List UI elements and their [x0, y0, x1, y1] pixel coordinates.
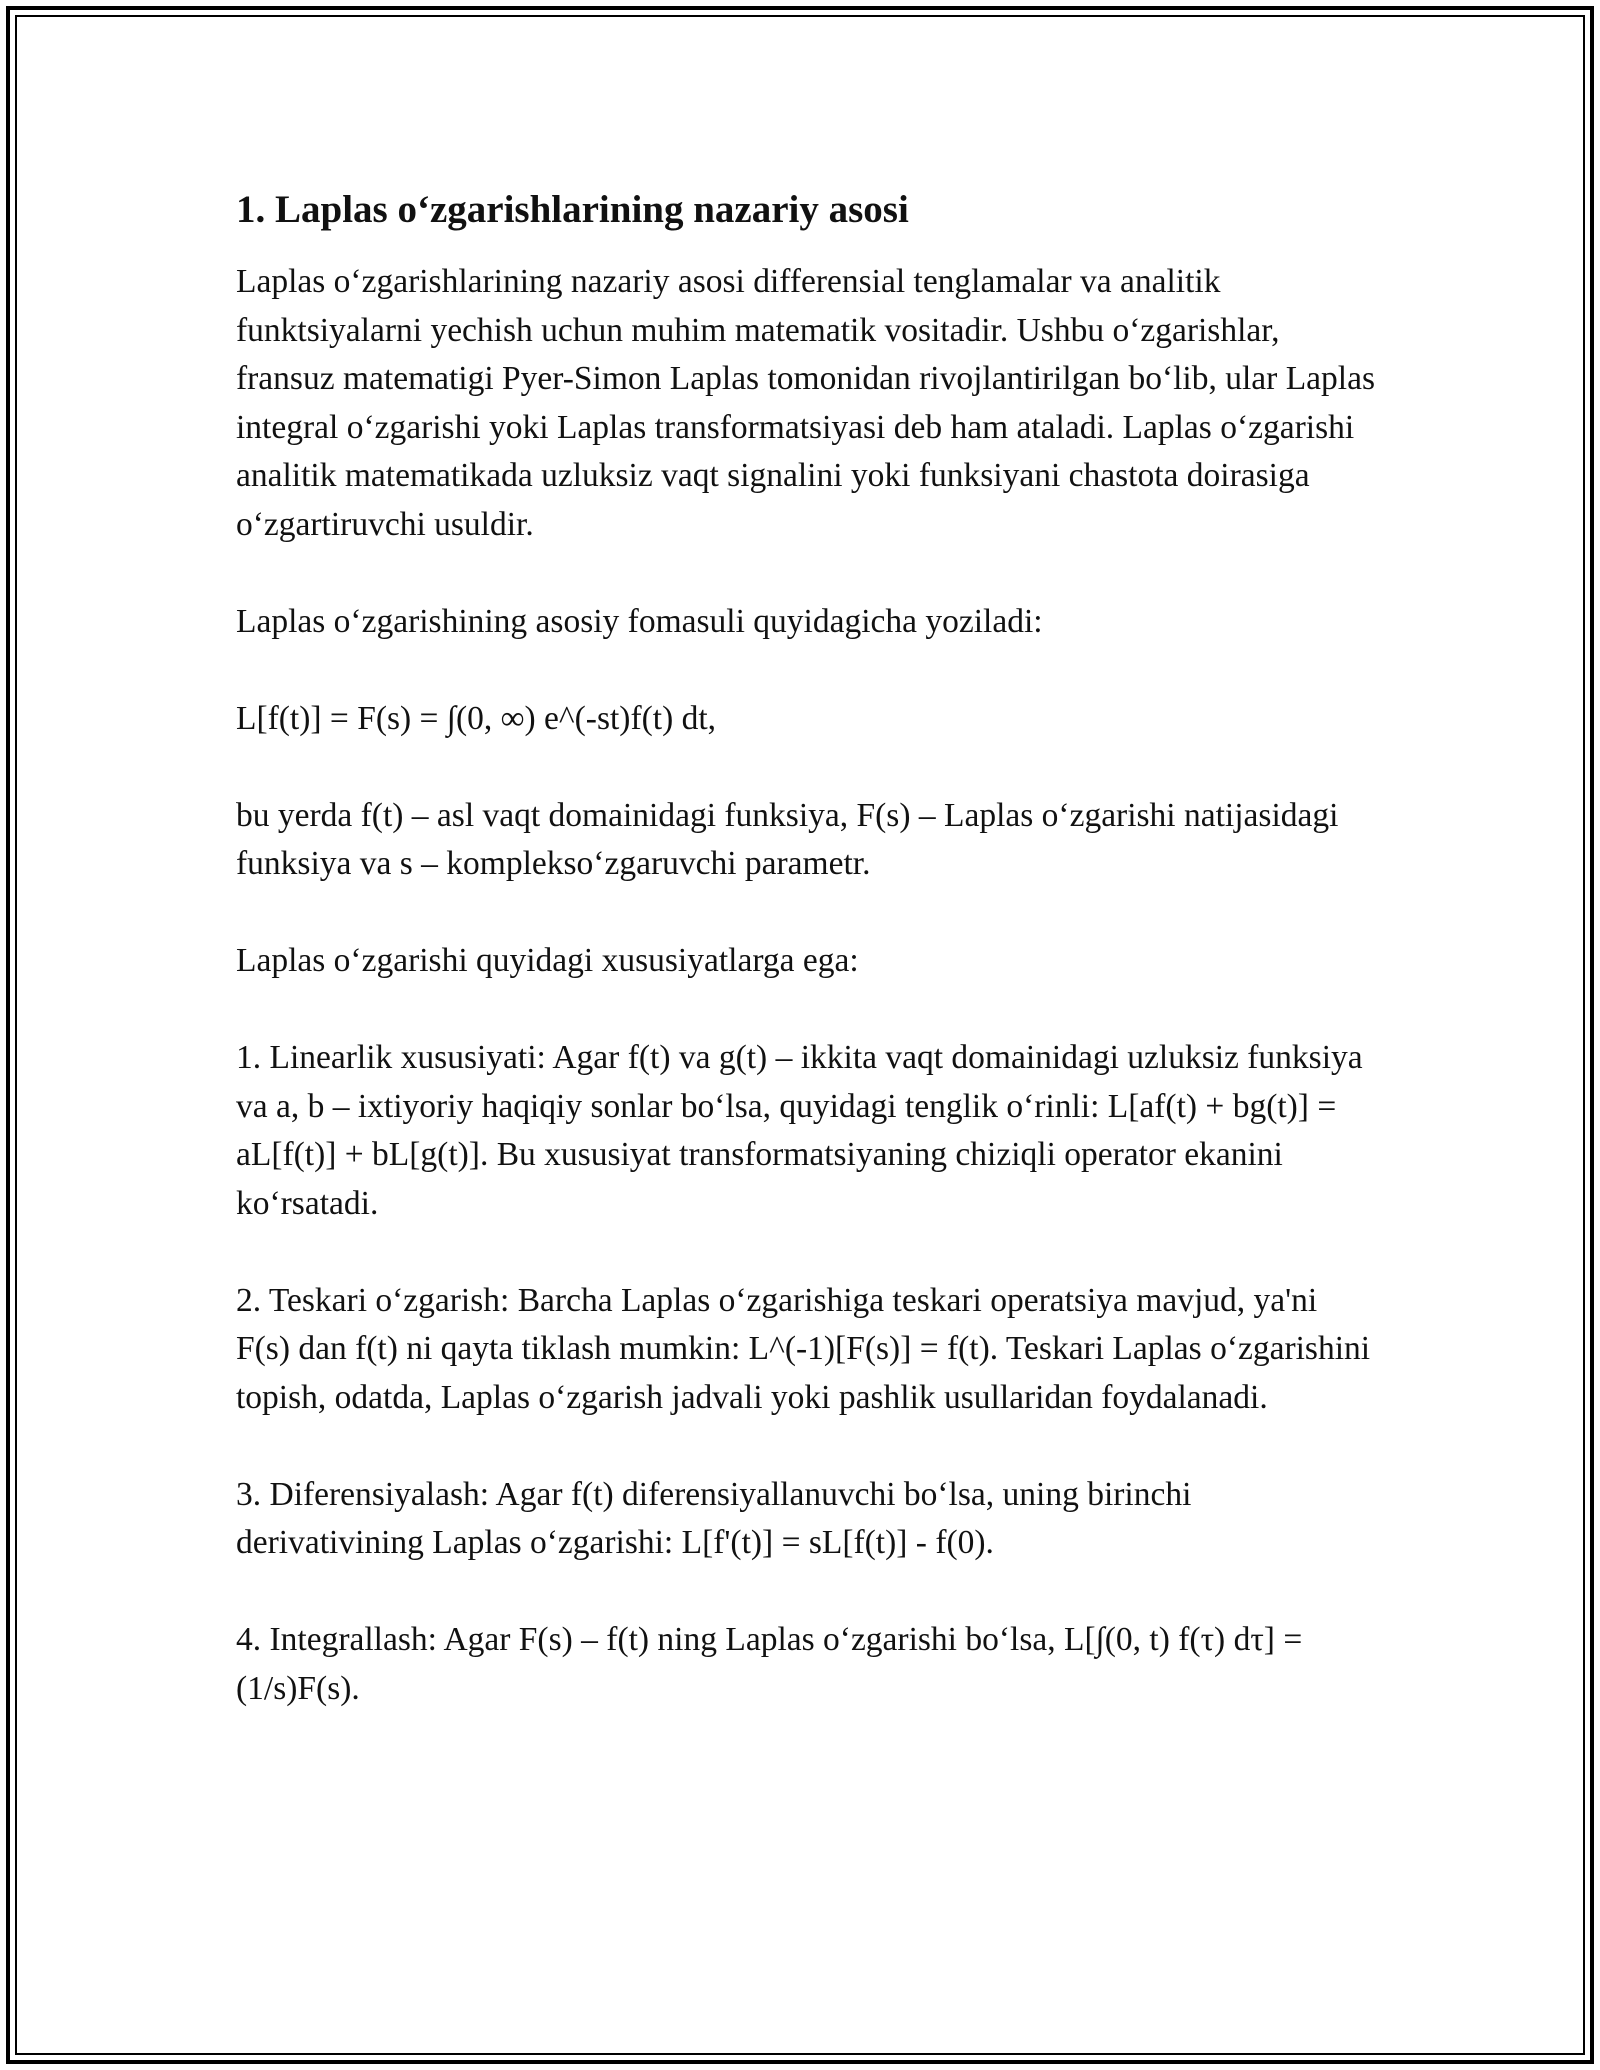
paragraph-differentiation: 3. Diferensiyalash: Agar f(t) diferensiyallanuvchi bo‘lsa, uning birinchi derivativining Laplas o‘zgarishi: L[f'(t)] = sL[f(t)] - f(0).	[236, 1475, 1192, 1561]
paragraph-formula-explanation: bu yerda f(t) – asl vaqt domainidagi funksiya, F(s) – Laplas o‘zgarishi natijasidagi funksiya va s – komplekso‘zgaruvchi parametr.	[236, 796, 1339, 882]
paragraph-formula: L[f(t)] = F(s) = ∫(0, ∞) e^(-st)f(t) dt,	[236, 699, 717, 737]
paragraph-integration: 4. Integrallash: Agar F(s) – f(t) ning Laplas o‘zgarishi bo‘lsa, L[∫(0, t) f(τ) dτ] = (1/s)F(s).	[236, 1621, 1303, 1707]
paragraph-inverse: 2. Teskari o‘zgarish: Barcha Laplas o‘zgarishiga teskari operatsiya mavjud, ya'ni F(s) dan f(t) ni qayta tiklash mumkin: L^(-1)[F(s)] = f(t). Teskari Laplas o‘zgarishini topish, odatda, Laplas o‘zgarish jadvali yoki pashlik usullaridan foydalanadi.	[236, 1281, 1371, 1416]
paragraph-properties-intro: Laplas o‘zgarishi quyidagi xususiyatlarga ega:	[236, 942, 859, 979]
paragraph-intro: Laplas o‘zgarishlarining nazariy asosi differensial tenglamalar va analitik funktsiyalarni yechish uchun muhim matematik vositadir. Ushbu o‘zgarishlar, fransuz matematigi Pyer-Simon Laplas tomonidan rivojlantirilgan bo‘lib, ular Laplas integral o‘zgarishi yoki Laplas transformatsiyasi deb ham ataladi. Laplas o‘zgarishi analitik matematikada uzluksiz vaqt signalini yoki funksiyani chastota doirasiga o‘zgartiruvchi usuldir.	[236, 263, 1375, 543]
document-body	[236, 186, 1376, 1762]
paragraph-linearity: 1. Linearlik xususiyati: Agar f(t) va g(t) – ikkita vaqt domainidagi uzluksiz funksiya va a, b – ixtiyoriy haqiqiy sonlar bo‘lsa, quyidagi tenglik o‘rinli: L[af(t) + bg(t)] = aL[f(t)] + bL[g(t)]. Bu xususiyat transformatsiyaning chiziqli operator ekanini ko‘rsatadi.	[236, 1039, 1363, 1222]
section-heading: 1. Laplas o‘zgarishlarining nazariy asosi	[236, 188, 909, 231]
paragraph-formula-intro: Laplas o‘zgarishining asosiy fomasuli quyidagicha yoziladi:	[236, 602, 1043, 640]
